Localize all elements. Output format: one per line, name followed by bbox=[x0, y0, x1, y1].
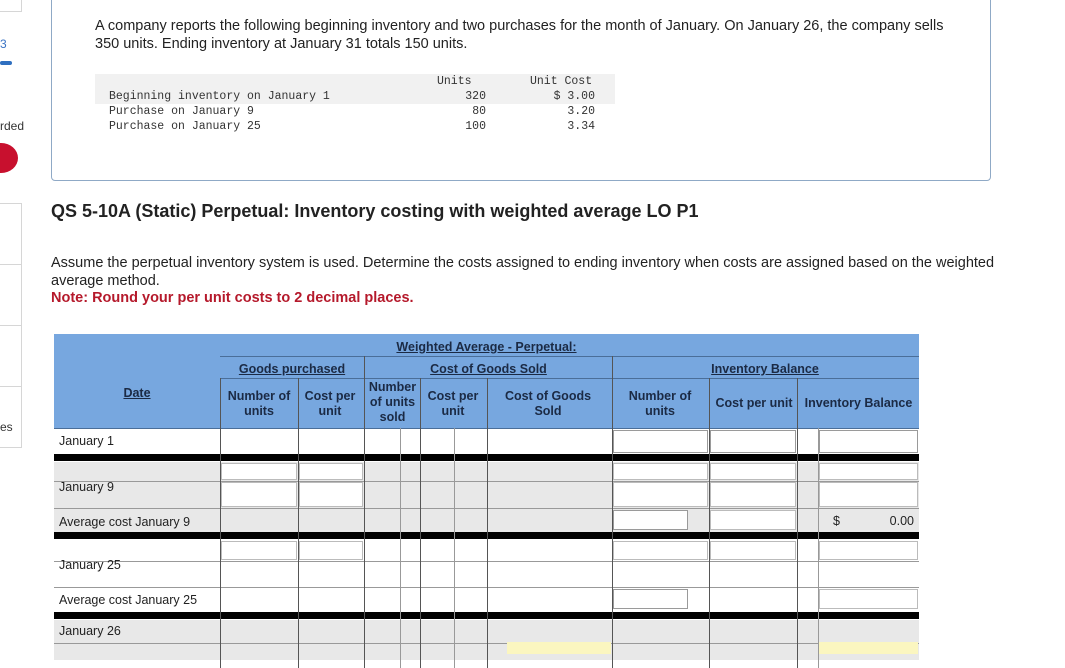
header-rule bbox=[220, 356, 919, 357]
table-row bbox=[95, 104, 615, 119]
jan9-purchase-units-input[interactable] bbox=[221, 463, 297, 480]
cogs-header: Cost of Goods Sold bbox=[430, 362, 547, 376]
avg9-balance-value: 0.00 bbox=[889, 514, 914, 528]
gp-units-header: Number of units bbox=[227, 389, 291, 418]
unit-cost-header: Unit Cost bbox=[530, 75, 593, 88]
avg9-units-input[interactable] bbox=[613, 510, 688, 530]
header-rule bbox=[220, 378, 919, 379]
ib-balance-header: Inventory Balance bbox=[804, 396, 913, 410]
ib-cost-header: Cost per unit bbox=[715, 396, 793, 410]
inventory-balance-header: Inventory Balance bbox=[711, 362, 819, 376]
jan9-cost-input-2[interactable] bbox=[710, 482, 796, 507]
progress-indicator bbox=[0, 61, 12, 65]
rounding-note: Note: Round your per unit costs to 2 decimal places. bbox=[51, 290, 414, 306]
status-dot bbox=[0, 143, 18, 173]
jan9-purchase-units-input-2[interactable] bbox=[221, 482, 297, 507]
cogs-units-header: Number of units sold bbox=[368, 380, 417, 424]
jan9-cost-input-1[interactable] bbox=[710, 463, 796, 480]
row-label-jan26: January 26 bbox=[59, 624, 121, 638]
col-line bbox=[400, 428, 401, 668]
row-cost: $ 3.00 bbox=[553, 90, 595, 103]
ib-units-header: Number of units bbox=[628, 389, 692, 418]
col-line bbox=[364, 356, 365, 668]
col-line bbox=[298, 378, 299, 668]
jan26-balance-answer-cell[interactable] bbox=[819, 642, 918, 654]
row-label-jan1: January 1 bbox=[59, 434, 114, 448]
row-cost: 3.34 bbox=[567, 120, 595, 133]
jan9-balance-input-2[interactable] bbox=[819, 482, 918, 507]
sidebar-tile[interactable] bbox=[0, 386, 22, 448]
question-sidebar bbox=[0, 0, 23, 646]
jan25-balance-input-1[interactable] bbox=[819, 541, 918, 560]
col-line bbox=[420, 378, 421, 668]
jan25-purchase-cost-input[interactable] bbox=[299, 541, 363, 560]
jan9-purchase-cost-input-2[interactable] bbox=[299, 482, 363, 507]
row-cost: 3.20 bbox=[567, 105, 595, 118]
row-label-avg25: Average cost January 25 bbox=[59, 593, 198, 607]
col-line bbox=[454, 428, 455, 668]
row-label: Beginning inventory on January 1 bbox=[109, 90, 330, 103]
row-units: 80 bbox=[472, 105, 486, 118]
row-label: Purchase on January 9 bbox=[109, 105, 254, 118]
sidebar-tile[interactable] bbox=[0, 325, 22, 387]
jan1-balance-input[interactable] bbox=[819, 430, 918, 453]
jan9-purchase-cost-input[interactable] bbox=[299, 463, 363, 480]
table-row bbox=[95, 89, 615, 104]
sidebar-tile[interactable] bbox=[0, 203, 22, 265]
jan25-cost-input-1[interactable] bbox=[710, 541, 796, 560]
avg25-units-input[interactable] bbox=[613, 589, 688, 609]
weighted-average-worksheet bbox=[54, 334, 919, 654]
table-row bbox=[95, 119, 615, 134]
inventory-table bbox=[95, 74, 615, 134]
jan9-units-input-1[interactable] bbox=[613, 463, 708, 480]
cogs-total-header: Cost of Goods Sold bbox=[504, 389, 592, 418]
question-instruction: Assume the perpetual inventory system is used. Determine the costs assigned to ending inventory when costs are assigned based on the weighted average method. bbox=[51, 255, 995, 289]
row-units: 320 bbox=[465, 90, 486, 103]
jan1-units-input[interactable] bbox=[613, 430, 708, 453]
cogs-cost-header: Cost per unit bbox=[427, 389, 479, 418]
problem-box bbox=[51, 0, 991, 181]
row-label-jan25: January 25 bbox=[59, 558, 121, 572]
units-header: Units bbox=[437, 75, 472, 88]
row-label-avg9: Average cost January 9 bbox=[59, 515, 191, 529]
question-heading: QS 5-10A (Static) Perpetual: Inventory costing with weighted average LO P1 bbox=[51, 201, 699, 221]
problem-text: A company reports the following beginning inventory and two purchases for the month of January. On January 26, the company sells 350 units. Ending inventory at January 31 totals 150 units. bbox=[95, 18, 944, 52]
avg9-currency: $ bbox=[833, 514, 840, 528]
sidebar-label: rded bbox=[0, 119, 25, 133]
jan9-balance-input-1[interactable] bbox=[819, 463, 918, 480]
jan9-units-input-2[interactable] bbox=[613, 482, 708, 507]
gp-cost-header: Cost per unit bbox=[304, 389, 356, 418]
row-label: Purchase on January 25 bbox=[109, 120, 261, 133]
sidebar-tile[interactable] bbox=[0, 0, 22, 12]
sidebar-label: es bbox=[0, 420, 13, 434]
col-line bbox=[487, 378, 488, 668]
jan25-units-input-1[interactable] bbox=[613, 541, 708, 560]
question-number[interactable]: 3 bbox=[0, 37, 7, 51]
jan26-cogs-answer-cell[interactable] bbox=[507, 642, 611, 654]
date-column-header: Date bbox=[123, 386, 151, 400]
sidebar-tile[interactable] bbox=[0, 264, 22, 326]
row-units: 100 bbox=[465, 120, 486, 133]
row-label-jan9: January 9 bbox=[59, 480, 114, 494]
jan1-cost-input[interactable] bbox=[710, 430, 796, 453]
avg9-cost-input[interactable] bbox=[710, 510, 796, 530]
col-line bbox=[797, 378, 798, 668]
jan25-purchase-units-input[interactable] bbox=[221, 541, 297, 560]
col-line bbox=[220, 378, 221, 668]
worksheet-title: Weighted Average - Perpetual: bbox=[396, 340, 577, 354]
inventory-header-row bbox=[95, 74, 615, 89]
goods-purchased-header: Goods purchased bbox=[238, 362, 346, 376]
avg25-balance-input[interactable] bbox=[819, 589, 918, 609]
